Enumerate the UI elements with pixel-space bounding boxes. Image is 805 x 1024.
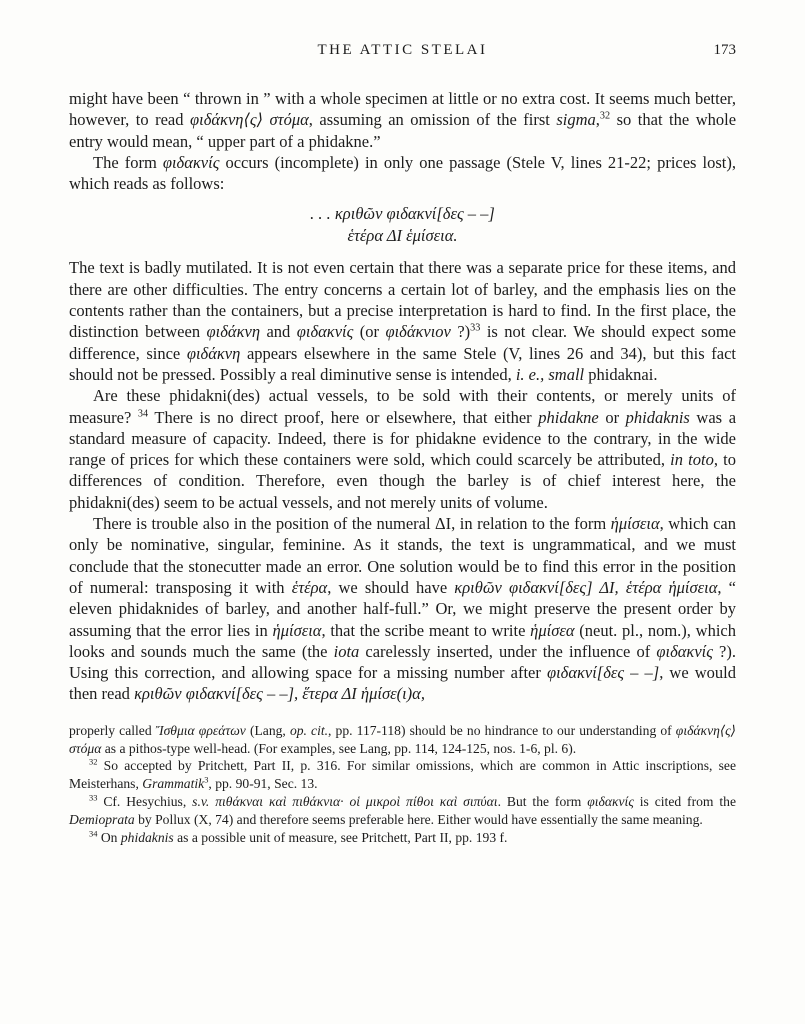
text-run: , “ eleven phidaknides of barley, and another half-full.” Or, we might preserve the present order by assuming that the error lies in [69,577,736,640]
text-run: κριθῶν φιδακνί[δες – –], ἕτερα ΔΙ ἡμίσε(ι)α, [134,684,425,704]
text-run: φιδάκνη [206,322,261,342]
text-run: ἡμίσεα [530,620,575,640]
text-run: φιδάκνη⟨ς⟩ στόμα [69,722,736,756]
text-run: (Lang, [245,722,290,738]
text-run: and [260,322,297,342]
text-run: phidaknai. [584,364,658,384]
text-run: , which can only be nominative, singular, feminine. As it stands, the text is ungrammatical, and we must conclude that the stonecutter made an error. One solution would be to find this error in the position of numeral: transposing it with [69,514,736,597]
text-run: , we should have [327,577,455,597]
text-run: ἑτέρα [291,577,328,597]
text-run: φιδακνί[δες – –] [546,663,660,683]
text-run: The text is badly mutilated. It is not even certain that there was a separate price for these items, and there are other difficulties. The entry concerns a certain lot of barley, and the emphasis lies on the contents rather than the containers, but a precise interpretation is hard to find. In the first place, the distinction between [69,258,736,342]
footnote-34 [69,829,736,847]
text-run: Are these phidakni(des) actual vessels, to be sold with their contents, or merely units of measure? [69,386,736,427]
text-run: κριθῶν φιδακνί[δες] ΔΙ, ἑτέρα ἡμίσεια [454,577,718,597]
text-run: φιδάκνη [186,343,241,363]
text-run: So accepted by Pritchett, Part II, p. 316. For similar omissions, which are common in Attic inscriptions, see Meisterhans, [69,758,736,792]
inscription-line-1: . . . κριθῶν φιδακνί[δες – –] [310,204,495,224]
footnote-ref: 32 [599,110,611,122]
text-run: , [595,110,600,130]
text-run: Cf. Hesychius, [97,793,193,809]
footnote-ref: 33 [89,792,98,803]
text-run: , pp. 117-118) should be no hindrance to our understanding of [328,722,676,738]
footnotes [69,722,736,847]
text-run: as a possible unit of measure, see Pritchett, Part II, pp. 193 f. [173,829,508,845]
footnote-continuation [69,722,736,758]
text-run: so that the whole entry would mean, “ upper part of a phidakne.” [69,110,737,151]
text-run: might have been “ thrown in ” with a whole specimen at little or no extra cost. It seems much better, however, to read [69,89,736,130]
text-run: ἡμίσεια [272,620,322,640]
text-run: ἡμίσεια [610,514,660,534]
text-run: There is no direct proof, here or elsewhere, that either [148,407,539,427]
text-run: The form [93,152,163,172]
quoted-inscription [69,203,736,246]
text-run: φιδακνίς [587,793,634,809]
paragraph-5 [69,513,736,705]
text-run: as a pithos-type well-head. (For examples, see Lang, pp. 114, 124-125, nos. 1-6, pl. 6). [101,740,577,756]
text-run: . But the form [497,793,588,809]
text-run: , pp. 90-91, Sec. 13. [208,776,318,792]
text-run: phidaknis [625,407,690,427]
footnote-32 [69,757,736,793]
text-run: is cited from the [633,793,736,809]
text-run: φιδακνίς [162,152,220,172]
text-run: sigma [556,110,596,130]
inscription-line-2: ἑτέρα ΔΙ ἑμίσεια. [347,225,458,245]
footnote-ref: 34 [89,827,98,838]
text-run: op. cit. [289,722,329,738]
text-run: (or [353,322,386,342]
text-run: ?). Using this correction, and allowing space for a missing number after [69,641,736,683]
paragraph-1 [69,88,736,152]
text-run: Grammatik [142,776,205,792]
text-run: s.v. [192,793,210,809]
page-number: 173 [713,42,736,58]
text-run: appears elsewhere in the same Stele (V, lines 26 and 34), but this fact should not be pressed. Possibly a real diminutive sense is intended, [69,343,736,384]
page-header [69,42,736,62]
text-run: , that the scribe meant to write [321,620,531,640]
text-run: in toto [670,450,714,470]
footnote-33 [69,793,736,829]
text-run: phidaknis [120,829,174,845]
text-run: , assuming an omission of the first [308,110,557,130]
text-run: (neut. pl., nom.), which looks and sounds much the same (the [69,620,736,661]
text-run: Demioprata [69,811,135,827]
text-run: or [598,407,626,427]
footnote-ref: 32 [89,756,98,767]
text-run: φιδάκνιον [385,322,451,342]
text-run: There is trouble also in the position of the numeral ΔΙ, in relation to the form [93,514,611,534]
text-run: πιθάκναι καὶ πιθάκνια· οἱ μικροὶ πίθοι καὶ σιπύαι [215,793,498,809]
running-title: THE ATTIC STELAI [317,42,488,58]
paragraph-4 [69,385,736,513]
text-run: ?) [450,322,471,342]
text-run: φιδακνίς [656,641,713,661]
text-run: , we would then read [69,663,736,704]
footnote-ref: 33 [470,322,481,334]
footnote-ref: 3 [204,774,209,785]
paragraph-2 [69,152,736,195]
text-run: , to differences of condition. Therefore, even though the barley is of chief interest here, the phidakni(des) seem to be actual vessels, and not merely units of volume. [69,450,736,512]
footnote-ref: 34 [137,408,149,420]
text-run: φιδάκνη⟨ς⟩ στόμα [190,110,309,130]
body-text [69,88,736,705]
text-run: Ἴσθμια φρεάτων [155,722,246,738]
text-run: properly called [69,722,156,738]
text-run: φιδακνίς [296,322,354,342]
text-run: iota [333,641,360,661]
text-run: occurs (incomplete) in only one passage (Stele V, lines 21-22; prices lost), which reads as follows: [69,152,736,194]
text-run: carelessly inserted, under the influence of [359,641,657,661]
text-run: was a standard measure of capacity. Indeed, there is for phidakne evidence to the contrary, in the wide range of prices for which these containers were sold, which could scarcely be attributed, [69,407,737,470]
text-run: is not clear. We should expect some difference, since [69,322,736,363]
text-run: i. e., small [515,364,585,384]
text-run: by Pollux (X, 74) and therefore seems preferable here. Either would have essentially the same meaning. [134,811,703,827]
text-run: On [97,829,121,845]
paragraph-3 [69,257,736,385]
text-run: phidakne [538,407,599,427]
